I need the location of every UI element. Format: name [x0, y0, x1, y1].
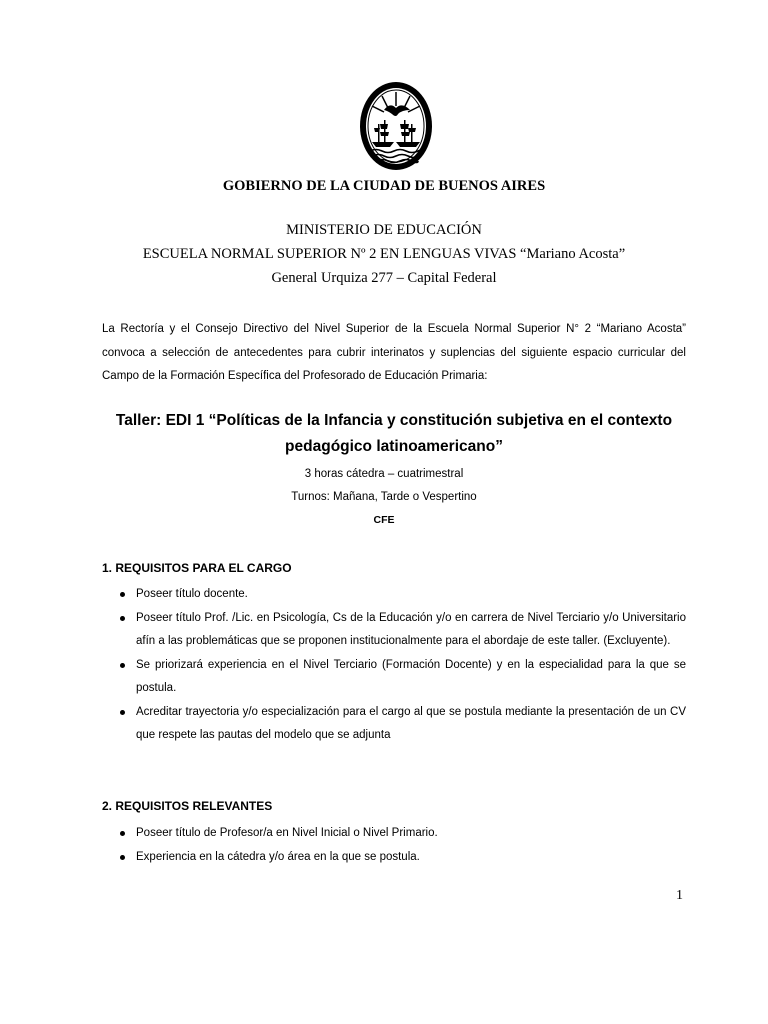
school-address: General Urquiza 277 – Capital Federal: [271, 270, 497, 286]
course-title: Taller: EDI 1 “Políticas de la Infancia y constitución subjetiva en el contexto pedagógico latinoamericano”: [115, 412, 673, 455]
section-heading: 2. REQUISITOS RELEVANTES: [102, 799, 273, 813]
bullet-icon: [120, 831, 125, 836]
bullet-icon: [120, 710, 125, 715]
list-item-text: Experiencia en la cátedra y/o área en la que se postula.: [136, 850, 420, 863]
course-shifts: Turnos: Mañana, Tarde o Vespertino: [291, 491, 477, 503]
list-item: [102, 822, 686, 846]
list-item-text: Poseer título Prof. /Lic. en Psicología, Cs de la Educación y/o en carrera de Nivel Terciario y/o Universitario afín a las problemáticas que se proponen institucionalmente para el abordaje de este taller. (Excluyente).: [136, 611, 686, 647]
bullet-icon: [120, 663, 125, 668]
government-title: GOBIERNO DE LA CIUDAD DE BUENOS AIRES: [222, 178, 546, 194]
relevant-requirements-list: [102, 822, 686, 869]
list-item-text: Poseer título de Profesor/a en Nivel Inicial o Nivel Primario.: [136, 827, 438, 839]
requirements-list: [102, 583, 686, 748]
intro-line: La Rectoría y el Consejo Directivo del Nivel Superior de la Escuela Normal Superior N° 2 “Mariano Acosta”: [102, 323, 686, 335]
school-name: ESCUELA NORMAL SUPERIOR Nº 2 EN LENGUAS VIVAS “Mariano Acosta”: [142, 246, 626, 262]
section-heading: 1. REQUISITOS PARA EL CARGO: [102, 561, 292, 575]
page-number: 1: [676, 888, 683, 903]
bullet-icon: [120, 592, 125, 597]
intro-line: convoca a selección de antecedentes para cubrir interinatos y suplencias del siguiente espacio curricular del: [102, 346, 686, 359]
course-field: CFE: [373, 514, 395, 526]
list-item-text: Se priorizará experiencia en el Nivel Terciario (Formación Docente) y en la especialidad para la que se postula.: [136, 658, 686, 694]
bullet-icon: [120, 855, 125, 860]
list-item: [102, 846, 686, 870]
list-item-text: Acreditar trayectoria y/o especialización para el cargo al que se postula mediante la presentación de un CV que respete las pautas del modelo que se adjunta: [136, 705, 686, 741]
list-item: [102, 701, 686, 748]
course-hours: 3 horas cátedra – cuatrimestral: [304, 468, 464, 480]
list-item: [102, 654, 686, 701]
ministry-name: MINISTERIO DE EDUCACIÓN: [286, 222, 482, 238]
buenos-aires-city-seal-icon: [358, 80, 434, 172]
bullet-icon: [120, 616, 125, 621]
list-item-text: Poseer título docente.: [136, 588, 248, 600]
intro-line: Campo de la Formación Específica del Profesorado de Educación Primaria:: [102, 370, 488, 382]
list-item: [102, 607, 686, 654]
intro-paragraph: [102, 318, 686, 389]
list-item: [102, 583, 686, 607]
